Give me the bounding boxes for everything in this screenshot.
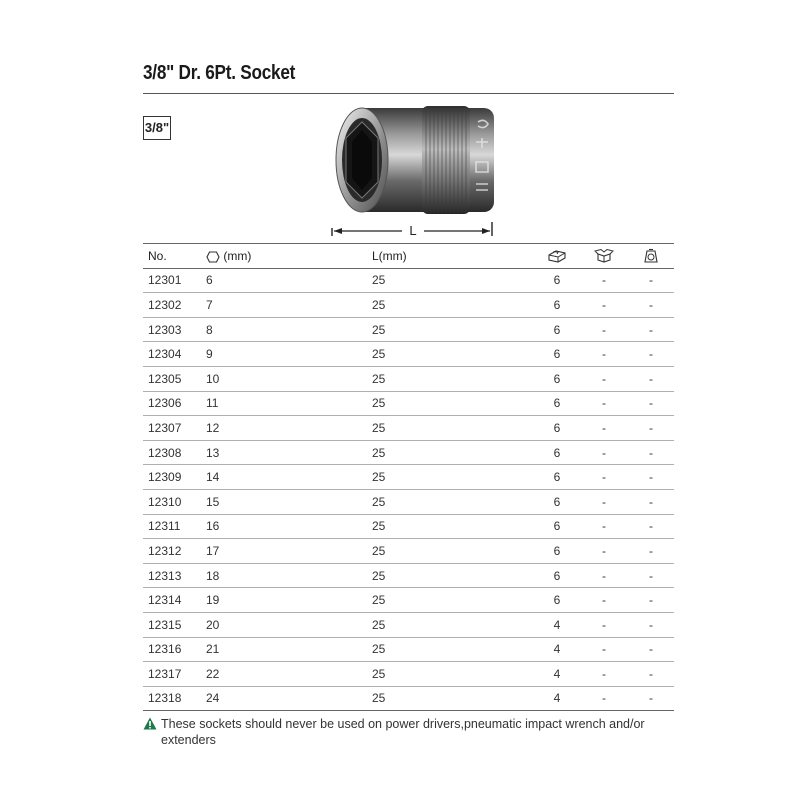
table-row xyxy=(143,514,674,539)
warning-note xyxy=(143,716,683,748)
cell-length: 25 xyxy=(367,366,534,391)
cell-pack-qty: 6 xyxy=(534,588,580,613)
cell-hex-size: 20 xyxy=(201,612,367,637)
cell-item-no: 12315 xyxy=(143,612,201,637)
cell-weight: - xyxy=(628,686,674,711)
cell-item-no: 12305 xyxy=(143,366,201,391)
col-header-weight xyxy=(628,244,674,269)
table-row xyxy=(143,612,674,637)
cell-weight: - xyxy=(628,342,674,367)
cell-pack-qty: 6 xyxy=(534,317,580,342)
cell-item-no: 12302 xyxy=(143,293,201,318)
cell-length: 25 xyxy=(367,268,534,293)
cell-weight: - xyxy=(628,588,674,613)
socket-illustration xyxy=(326,100,504,242)
cell-box: - xyxy=(580,539,628,564)
cell-weight: - xyxy=(628,268,674,293)
cell-item-no: 12304 xyxy=(143,342,201,367)
cell-pack-qty: 6 xyxy=(534,293,580,318)
spec-table xyxy=(143,243,674,711)
cell-box: - xyxy=(580,391,628,416)
cell-length: 25 xyxy=(367,588,534,613)
cell-pack-qty: 6 xyxy=(534,391,580,416)
cell-length: 25 xyxy=(367,440,534,465)
cell-length: 25 xyxy=(367,612,534,637)
cell-item-no: 12317 xyxy=(143,662,201,687)
cell-weight: - xyxy=(628,612,674,637)
cell-pack-qty: 6 xyxy=(534,489,580,514)
col-header-hex-size-label: (mm) xyxy=(223,248,252,263)
cell-hex-size: 6 xyxy=(201,268,367,293)
cell-hex-size: 9 xyxy=(201,342,367,367)
cell-box: - xyxy=(580,514,628,539)
cell-pack-qty: 6 xyxy=(534,440,580,465)
cell-weight: - xyxy=(628,366,674,391)
cell-item-no: 12308 xyxy=(143,440,201,465)
cell-hex-size: 24 xyxy=(201,686,367,711)
col-header-case xyxy=(534,244,580,269)
cell-box: - xyxy=(580,588,628,613)
cell-length: 25 xyxy=(367,391,534,416)
cell-hex-size: 17 xyxy=(201,539,367,564)
cell-item-no: 12311 xyxy=(143,514,201,539)
page-title: 3/8" Dr. 6Pt. Socket xyxy=(143,62,296,84)
col-header-no: No. xyxy=(143,244,201,269)
cell-box: - xyxy=(580,662,628,687)
cell-box: - xyxy=(580,342,628,367)
cell-length: 25 xyxy=(367,686,534,711)
table-row xyxy=(143,465,674,490)
cell-weight: - xyxy=(628,563,674,588)
cell-box: - xyxy=(580,268,628,293)
drive-size-badge: 3/8" xyxy=(143,116,171,140)
box-icon xyxy=(594,248,614,263)
cell-hex-size: 16 xyxy=(201,514,367,539)
hexagon-icon xyxy=(206,251,220,263)
cell-hex-size: 21 xyxy=(201,637,367,662)
cell-weight: - xyxy=(628,440,674,465)
cell-pack-qty: 6 xyxy=(534,514,580,539)
cell-weight: - xyxy=(628,489,674,514)
cell-item-no: 12306 xyxy=(143,391,201,416)
warning-icon xyxy=(143,717,157,730)
cell-weight: - xyxy=(628,539,674,564)
table-row xyxy=(143,563,674,588)
title-divider xyxy=(143,93,674,94)
cell-pack-qty: 6 xyxy=(534,342,580,367)
table-row xyxy=(143,342,674,367)
table-row xyxy=(143,539,674,564)
cell-hex-size: 13 xyxy=(201,440,367,465)
table-row xyxy=(143,317,674,342)
cell-box: - xyxy=(580,612,628,637)
cell-pack-qty: 6 xyxy=(534,416,580,441)
warning-text: These sockets should never be used on power drivers,pneumatic impact wrench and/or extenders xyxy=(161,717,645,747)
table-row xyxy=(143,489,674,514)
table-row xyxy=(143,588,674,613)
cell-box: - xyxy=(580,416,628,441)
cell-pack-qty: 6 xyxy=(534,465,580,490)
cell-box: - xyxy=(580,440,628,465)
cell-length: 25 xyxy=(367,662,534,687)
cell-hex-size: 19 xyxy=(201,588,367,613)
cell-hex-size: 14 xyxy=(201,465,367,490)
table-row xyxy=(143,268,674,293)
cell-item-no: 12318 xyxy=(143,686,201,711)
table-row xyxy=(143,416,674,441)
cell-box: - xyxy=(580,637,628,662)
col-header-length: L(mm) xyxy=(367,244,534,269)
cell-weight: - xyxy=(628,662,674,687)
cell-box: - xyxy=(580,489,628,514)
cell-item-no: 12310 xyxy=(143,489,201,514)
cell-hex-size: 22 xyxy=(201,662,367,687)
cell-pack-qty: 4 xyxy=(534,686,580,711)
cell-hex-size: 15 xyxy=(201,489,367,514)
case-icon xyxy=(547,249,567,263)
cell-weight: - xyxy=(628,293,674,318)
table-row xyxy=(143,662,674,687)
cell-hex-size: 7 xyxy=(201,293,367,318)
cell-pack-qty: 4 xyxy=(534,612,580,637)
cell-pack-qty: 6 xyxy=(534,268,580,293)
cell-weight: - xyxy=(628,637,674,662)
cell-hex-size: 18 xyxy=(201,563,367,588)
cell-pack-qty: 4 xyxy=(534,662,580,687)
col-header-box xyxy=(580,244,628,269)
cell-item-no: 12307 xyxy=(143,416,201,441)
cell-item-no: 12316 xyxy=(143,637,201,662)
cell-hex-size: 12 xyxy=(201,416,367,441)
cell-length: 25 xyxy=(367,416,534,441)
table-row xyxy=(143,391,674,416)
cell-length: 25 xyxy=(367,342,534,367)
cell-weight: - xyxy=(628,465,674,490)
cell-length: 25 xyxy=(367,465,534,490)
cell-pack-qty: 4 xyxy=(534,637,580,662)
cell-box: - xyxy=(580,686,628,711)
cell-pack-qty: 6 xyxy=(534,563,580,588)
cell-weight: - xyxy=(628,391,674,416)
cell-weight: - xyxy=(628,317,674,342)
scale-icon xyxy=(643,248,659,263)
cell-hex-size: 11 xyxy=(201,391,367,416)
cell-length: 25 xyxy=(367,637,534,662)
cell-item-no: 12303 xyxy=(143,317,201,342)
cell-pack-qty: 6 xyxy=(534,366,580,391)
cell-box: - xyxy=(580,317,628,342)
cell-hex-size: 8 xyxy=(201,317,367,342)
cell-length: 25 xyxy=(367,563,534,588)
cell-length: 25 xyxy=(367,293,534,318)
col-header-hex-size xyxy=(201,244,367,269)
cell-length: 25 xyxy=(367,514,534,539)
cell-box: - xyxy=(580,465,628,490)
table-row xyxy=(143,637,674,662)
cell-box: - xyxy=(580,366,628,391)
dimension-label: L xyxy=(409,223,417,238)
table-row xyxy=(143,440,674,465)
cell-weight: - xyxy=(628,416,674,441)
cell-pack-qty: 6 xyxy=(534,539,580,564)
cell-item-no: 12314 xyxy=(143,588,201,613)
table-row xyxy=(143,366,674,391)
cell-item-no: 12313 xyxy=(143,563,201,588)
cell-length: 25 xyxy=(367,489,534,514)
cell-length: 25 xyxy=(367,539,534,564)
cell-weight: - xyxy=(628,514,674,539)
cell-length: 25 xyxy=(367,317,534,342)
table-row xyxy=(143,686,674,711)
cell-item-no: 12301 xyxy=(143,268,201,293)
table-header-row xyxy=(143,244,674,269)
cell-box: - xyxy=(580,293,628,318)
cell-hex-size: 10 xyxy=(201,366,367,391)
cell-box: - xyxy=(580,563,628,588)
cell-item-no: 12309 xyxy=(143,465,201,490)
cell-item-no: 12312 xyxy=(143,539,201,564)
table-row xyxy=(143,293,674,318)
